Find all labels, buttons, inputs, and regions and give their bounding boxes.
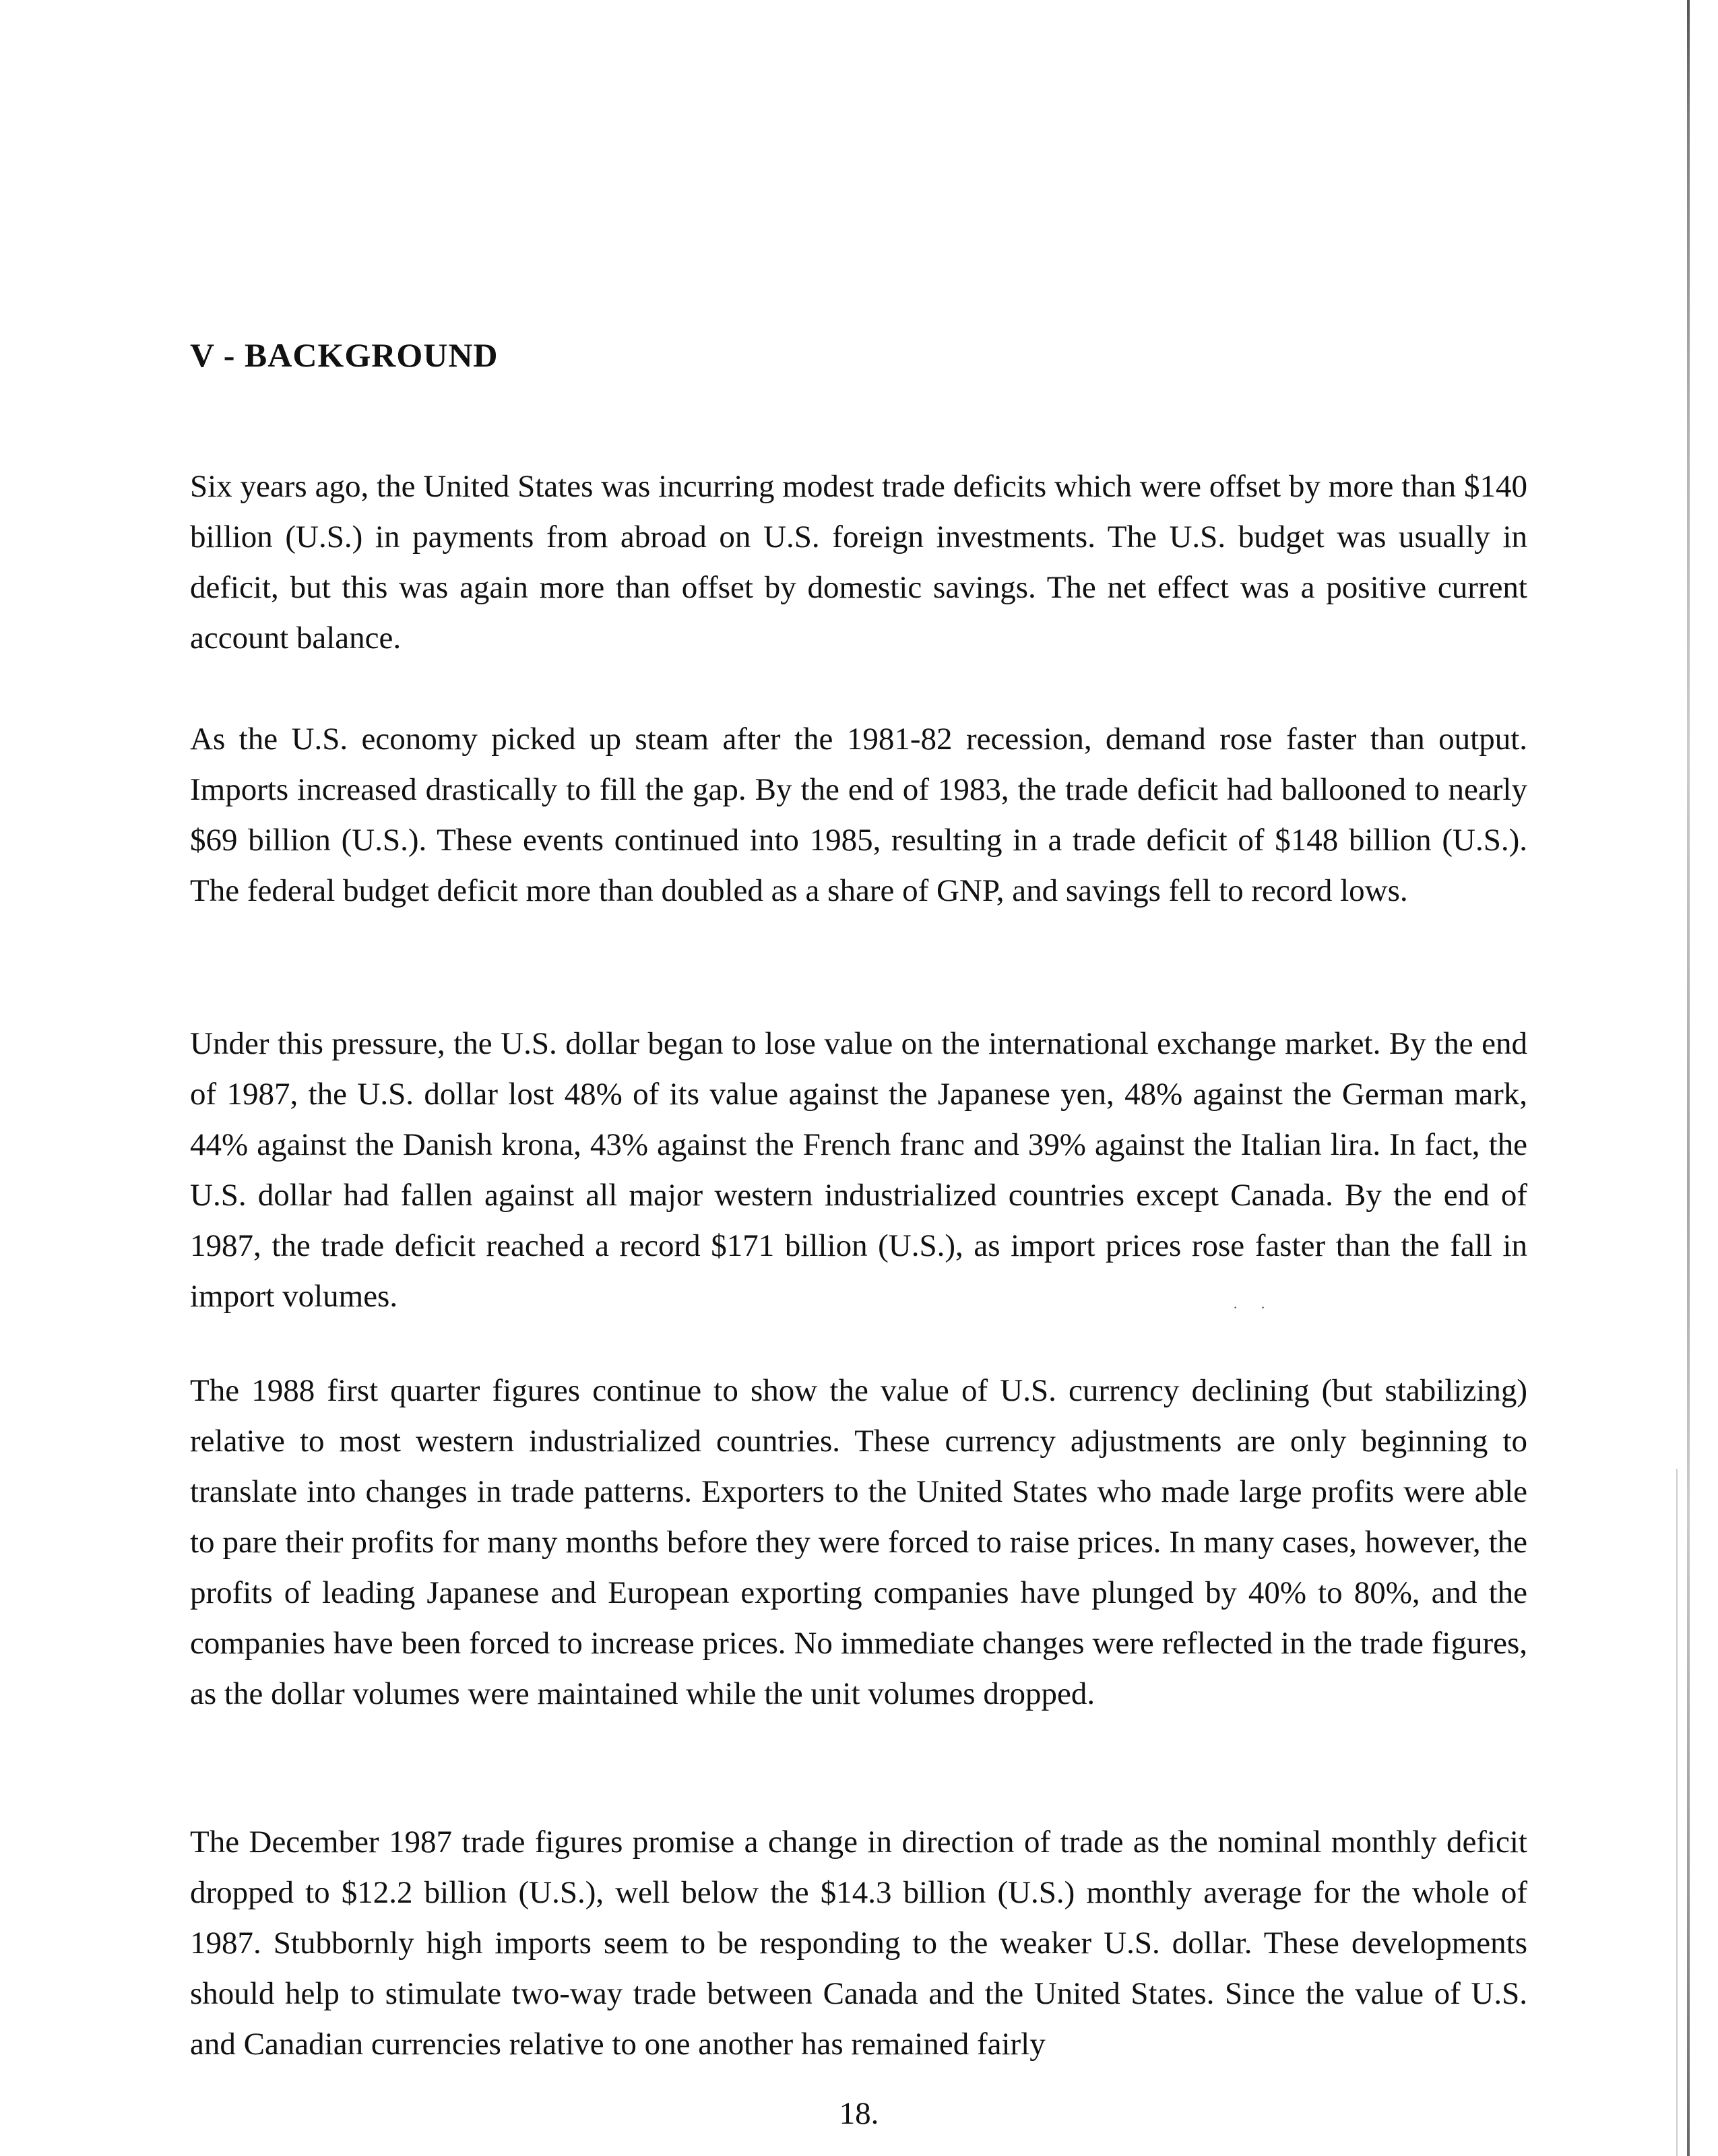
paragraph-4: The 1988 first quarter figures continue to show the value of U.S. currency declining (but stabilizing) relative to most western industrialized countries. These currency adjustments are only beginning to translate into changes in trade patterns. Exporters to the United States who made large profits were able to pare their profits for many months before they were forced to raise prices. In many cases, however, the profits of leading Japanese and European exporting companies have plunged by 40% to 80%, and the companies have been forced to increase prices. No immediate changes were reflected in the trade figures, as the dollar volumes were maintained while the unit volumes dropped. — [190, 1373, 1527, 1711]
paragraph-1: Six years ago, the United States was incurring modest trade deficits which were offset by more than $140 billion (U.S.) in payments from abroad on U.S. foreign investments. The U.S. budget was usually in deficit, but this was again more than offset by domestic savings. The net effect was a positive current account balance. — [190, 469, 1527, 656]
page-number: 18. — [839, 2096, 879, 2131]
paragraph-3: Under this pressure, the U.S. dollar began to lose value on the international exchange market. By the end of 1987, the U.S. dollar lost 48% of its value against the Japanese yen, 48% against the German mark, 44% against the Danish krona, 43% against the French franc and 39% against the Italian lira. In fact, the U.S. dollar had fallen against all major western industrialized countries except Canada. By the end of 1987, the trade deficit reached a record $171 billion (U.S.), as import prices rose faster than the fall in import volumes. — [190, 1026, 1527, 1314]
scan-edge-line-secondary — [1676, 1469, 1678, 2156]
section-heading: V - BACKGROUND — [190, 336, 499, 374]
paragraph-5: The December 1987 trade figures promise a change in direction of trade as the nominal monthly deficit dropped to $12.2 billion (U.S.), well below the $14.3 billion (U.S.) monthly average for the whole of 1987. Stubbornly high imports seem to be responding to the weaker U.S. dollar. These developments should help to stimulate two-way trade between Canada and the United States. Since the value of U.S. and Canadian currencies relative to one another has remained fairly — [190, 1825, 1527, 2062]
paragraph-2: As the U.S. economy picked up steam after the 1981-82 recession, demand rose faster than output. Imports increased drastically to fill the gap. By the end of 1983, the trade deficit had ballooned to nearly $69 billion (U.S.). These events continued into 1985, resulting in a trade deficit of $148 billion (U.S.). The federal budget deficit more than doubled as a share of GNP, and savings fell to record lows. — [190, 722, 1527, 908]
scan-specks: · · — [1233, 1299, 1275, 1316]
scan-edge-line — [1687, 0, 1690, 2156]
